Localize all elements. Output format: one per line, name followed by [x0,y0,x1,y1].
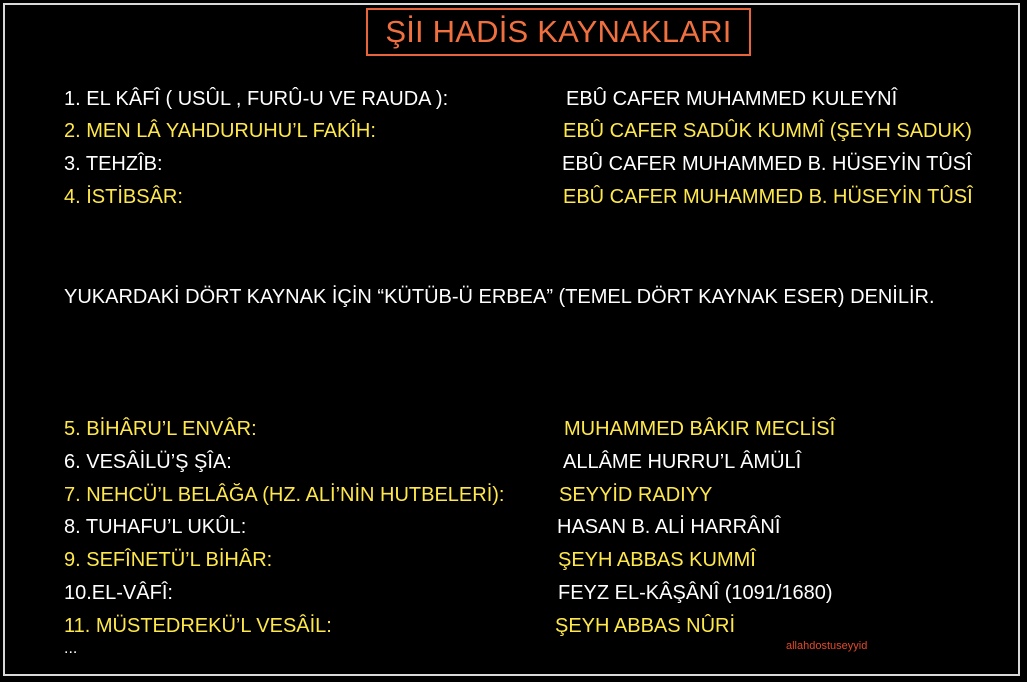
row-7-author: SEYYİD RADIYY [559,484,713,506]
row-11-source: 11. MÜSTEDREKÜ’L VESÂİL: [64,615,332,637]
row-1-author: EBÛ CAFER MUHAMMED KULEYNÎ [566,88,898,110]
row-8-author: HASAN B. ALİ HARRÂNÎ [557,516,781,538]
continuation-ellipsis: ... [64,640,78,657]
row-5-author: MUHAMMED BÂKIR MECLİSÎ [564,418,836,440]
row-5-source: 5. BİHÂRU’L ENVÂR: [64,418,257,440]
row-10-source: 10.EL-VÂFÎ: [64,582,173,604]
row-9-source: 9. SEFÎNETÜ’L BİHÂR: [64,549,273,571]
slide-title: ŞİI HADİS KAYNAKLARI [385,14,732,49]
row-4-source: 4. İSTİBSÂR: [64,186,183,208]
row-7-source: 7. NEHCÜ’L BELÂĞA (HZ. ALİ’NİN HUTBELERİ): [64,484,505,506]
row-6-author: ALLÂME HURRU’L ÂMÜLÎ [563,451,802,473]
row-4-author: EBÛ CAFER MUHAMMED B. HÜSEYİN TÛSÎ [563,186,973,208]
row-9-author: ŞEYH ABBAS KUMMÎ [558,549,756,571]
title-box [366,8,751,56]
watermark: allahdostuseyyid [786,640,868,652]
kutub-u-erbea-note: YUKARDAKİ DÖRT KAYNAK İÇİN “KÜTÜB-Ü ERBEA” (TEMEL DÖRT KAYNAK ESER) DENİLİR. [64,286,935,308]
row-6-source: 6. VESÂİLÜ’Ş ŞÎA: [64,451,232,473]
row-3-source: 3. TEHZÎB: [64,153,163,175]
row-3-author: EBÛ CAFER MUHAMMED B. HÜSEYİN TÛSÎ [562,153,972,175]
row-8-source: 8. TUHAFU’L UKÛL: [64,516,247,538]
row-2-author: EBÛ CAFER SADÛK KUMMÎ (ŞEYH SADUK) [563,120,972,142]
row-11-author: ŞEYH ABBAS NÛRİ [555,615,736,637]
row-2-source: 2. MEN LÂ YAHDURUHU’L FAKÎH: [64,120,376,142]
row-1-source: 1. EL KÂFÎ ( USÛL , FURÛ-U VE RAUDA ): [64,88,449,110]
row-10-author: FEYZ EL-KÂŞÂNÎ (1091/1680) [558,582,833,604]
